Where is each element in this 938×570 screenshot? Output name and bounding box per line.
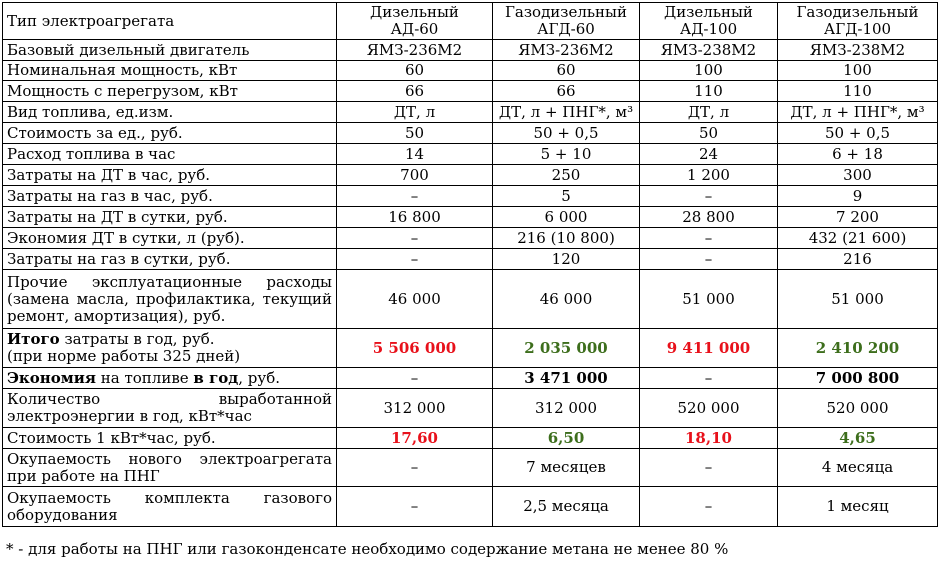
- row-overload-value-3: 110: [640, 81, 778, 102]
- row-power-value-1: 60: [337, 61, 493, 81]
- header-row: [3, 3, 938, 40]
- row-kwh-cost-value-2: 6,50: [493, 428, 640, 449]
- row-dt-saving-label: Экономия ДТ в сутки, л (руб).: [3, 228, 337, 249]
- row-overload-value-1: 66: [337, 81, 493, 102]
- total-year-label: [3, 329, 337, 368]
- row-saving-year-value-2: 3 471 000: [493, 368, 640, 389]
- row-power: [3, 61, 938, 81]
- row-gas-hour: [3, 186, 938, 207]
- row-fuel-type-label: Вид топлива, ед.изм.: [3, 102, 337, 123]
- row-engine-value-3: ЯМЗ-238М2: [640, 40, 778, 61]
- row-gas-hour-value-1: –: [337, 186, 493, 207]
- row-payback-png-value-4: 4 месяца: [778, 449, 938, 487]
- row-engine-value-4: ЯМЗ-238М2: [778, 40, 938, 61]
- row-total-year-value-1: 5 506 000: [337, 329, 493, 368]
- row-consumption-value-4: 6 + 18: [778, 144, 938, 165]
- row-gas-hour-label: Затраты на газ в час, руб.: [3, 186, 337, 207]
- row-total-year: [3, 329, 938, 368]
- row-power-value-3: 100: [640, 61, 778, 81]
- row-payback-kit-value-3: –: [640, 487, 778, 527]
- header-ad100: [640, 3, 778, 40]
- row-fuel-type: [3, 102, 938, 123]
- row-payback-kit-value-4: 1 месяц: [778, 487, 938, 527]
- row-kwh-cost-value-4: 4,65: [778, 428, 938, 449]
- row-energy-value-3: 520 000: [640, 389, 778, 428]
- row-overload-label: Мощность с перегрузом, кВт: [3, 81, 337, 102]
- row-kwh-cost: [3, 428, 938, 449]
- row-saving-year: [3, 368, 938, 389]
- row-kwh-cost-value-1: 17,60: [337, 428, 493, 449]
- cell-text: Газодизельный: [796, 3, 919, 21]
- saving-year-label: [3, 368, 337, 389]
- row-overload-value-2: 66: [493, 81, 640, 102]
- header-label: Тип электроагрегата: [3, 3, 337, 40]
- row-total-year-value-3: 9 411 000: [640, 329, 778, 368]
- row-gas-day-value-2: 120: [493, 249, 640, 270]
- row-gas-day-label: Затраты на газ в сутки, руб.: [3, 249, 337, 270]
- row-power-value-4: 100: [778, 61, 938, 81]
- row-saving-year-value-4: 7 000 800: [778, 368, 938, 389]
- cell-text: затраты в год, руб.: [59, 330, 215, 348]
- row-gas-day: [3, 249, 938, 270]
- header-agd60: [493, 3, 640, 40]
- cell-text: Итого: [7, 330, 60, 348]
- row-engine-value-2: ЯМЗ-236М2: [493, 40, 640, 61]
- row-other-expenses-value-3: 51 000: [640, 270, 778, 329]
- row-payback-kit-label: Окупаемость комплекта газового оборудования: [3, 487, 337, 527]
- row-engine-label: Базовый дизельный двигатель: [3, 40, 337, 61]
- cell-text: (при норме работы 325 дней): [7, 347, 241, 365]
- row-other-expenses: [3, 270, 938, 329]
- row-energy-label: Количество выработанной электроэнергии в год, кВт*час: [3, 389, 337, 428]
- row-kwh-cost-value-3: 18,10: [640, 428, 778, 449]
- cell-text: АГД-100: [823, 20, 892, 38]
- row-consumption: [3, 144, 938, 165]
- row-consumption-label: Расход топлива в час: [3, 144, 337, 165]
- row-power-value-2: 60: [493, 61, 640, 81]
- row-dt-saving-value-1: –: [337, 228, 493, 249]
- row-energy: [3, 389, 938, 428]
- row-total-year-value-4: 2 410 200: [778, 329, 938, 368]
- row-payback-png-value-1: –: [337, 449, 493, 487]
- row-other-expenses-value-1: 46 000: [337, 270, 493, 329]
- row-unit-cost-value-1: 50: [337, 123, 493, 144]
- row-kwh-cost-label: Стоимость 1 кВт*час, руб.: [3, 428, 337, 449]
- cell-text: Газодизельный: [504, 3, 627, 21]
- row-payback-png-label: Окупаемость нового электроагрегата при работе на ПНГ: [3, 449, 337, 487]
- row-fuel-type-value-1: ДТ, л: [337, 102, 493, 123]
- row-unit-cost-value-4: 50 + 0,5: [778, 123, 938, 144]
- row-gas-day-value-3: –: [640, 249, 778, 270]
- row-payback-kit: [3, 487, 938, 527]
- row-payback-png: [3, 449, 938, 487]
- cell-text: Экономия: [7, 368, 96, 387]
- row-engine: [3, 40, 938, 61]
- row-dt-day-value-1: 16 800: [337, 207, 493, 228]
- row-dt-day: [3, 207, 938, 228]
- header-agd100: [778, 3, 938, 40]
- row-unit-cost-value-2: 50 + 0,5: [493, 123, 640, 144]
- row-consumption-value-3: 24: [640, 144, 778, 165]
- row-dt-day-label: Затраты на ДТ в сутки, руб.: [3, 207, 337, 228]
- row-dt-day-value-4: 7 200: [778, 207, 938, 228]
- footnote: * - для работы на ПНГ или газоконденсате необходимо содержание метана не менее 80 %: [6, 540, 729, 558]
- row-payback-png-value-2: 7 месяцев: [493, 449, 640, 487]
- cell-text: , руб.: [238, 368, 281, 387]
- cell-text: АД-100: [679, 20, 738, 38]
- row-power-label: Номинальная мощность, кВт: [3, 61, 337, 81]
- row-energy-value-1: 312 000: [337, 389, 493, 428]
- row-unit-cost-value-3: 50: [640, 123, 778, 144]
- row-gas-hour-value-2: 5: [493, 186, 640, 207]
- row-other-expenses-value-4: 51 000: [778, 270, 938, 329]
- cell-text: на топливе: [96, 368, 194, 387]
- row-unit-cost: [3, 123, 938, 144]
- row-fuel-type-value-2: ДТ, л + ПНГ*, м³: [493, 102, 640, 123]
- header-ad60: [337, 3, 493, 40]
- comparison-table: [2, 2, 938, 527]
- row-dt-day-value-2: 6 000: [493, 207, 640, 228]
- row-engine-value-1: ЯМЗ-236М2: [337, 40, 493, 61]
- row-payback-kit-value-2: 2,5 месяца: [493, 487, 640, 527]
- row-fuel-type-value-3: ДТ, л: [640, 102, 778, 123]
- row-dt-saving-value-3: –: [640, 228, 778, 249]
- row-energy-value-2: 312 000: [493, 389, 640, 428]
- row-dt-saving: [3, 228, 938, 249]
- row-energy-value-4: 520 000: [778, 389, 938, 428]
- row-payback-kit-value-1: –: [337, 487, 493, 527]
- row-saving-year-value-1: –: [337, 368, 493, 389]
- cell-text: в год: [193, 368, 239, 387]
- row-gas-day-value-1: –: [337, 249, 493, 270]
- row-consumption-value-2: 5 + 10: [493, 144, 640, 165]
- row-dt-hour-value-3: 1 200: [640, 165, 778, 186]
- row-total-year-value-2: 2 035 000: [493, 329, 640, 368]
- row-other-expenses-label: Прочие эксплуатационные расходы (замена масла, профилактика, текущий ремонт, амортизация), руб.: [3, 270, 337, 329]
- row-dt-hour-value-1: 700: [337, 165, 493, 186]
- row-payback-png-value-3: –: [640, 449, 778, 487]
- row-dt-hour: [3, 165, 938, 186]
- row-unit-cost-label: Стоимость за ед., руб.: [3, 123, 337, 144]
- row-gas-hour-value-4: 9: [778, 186, 938, 207]
- row-fuel-type-value-4: ДТ, л + ПНГ*, м³: [778, 102, 938, 123]
- row-other-expenses-value-2: 46 000: [493, 270, 640, 329]
- cell-text: Дизельный: [370, 3, 459, 21]
- row-gas-day-value-4: 216: [778, 249, 938, 270]
- row-dt-hour-value-4: 300: [778, 165, 938, 186]
- row-consumption-value-1: 14: [337, 144, 493, 165]
- row-dt-hour-label: Затраты на ДТ в час, руб.: [3, 165, 337, 186]
- row-dt-day-value-3: 28 800: [640, 207, 778, 228]
- row-overload: [3, 81, 938, 102]
- row-dt-saving-value-4: 432 (21 600): [778, 228, 938, 249]
- row-saving-year-value-3: –: [640, 368, 778, 389]
- row-overload-value-4: 110: [778, 81, 938, 102]
- row-gas-hour-value-3: –: [640, 186, 778, 207]
- cell-text: АГД-60: [537, 20, 595, 38]
- cell-text: Дизельный: [664, 3, 753, 21]
- cell-text: АД-60: [390, 20, 439, 38]
- row-dt-saving-value-2: 216 (10 800): [493, 228, 640, 249]
- row-dt-hour-value-2: 250: [493, 165, 640, 186]
